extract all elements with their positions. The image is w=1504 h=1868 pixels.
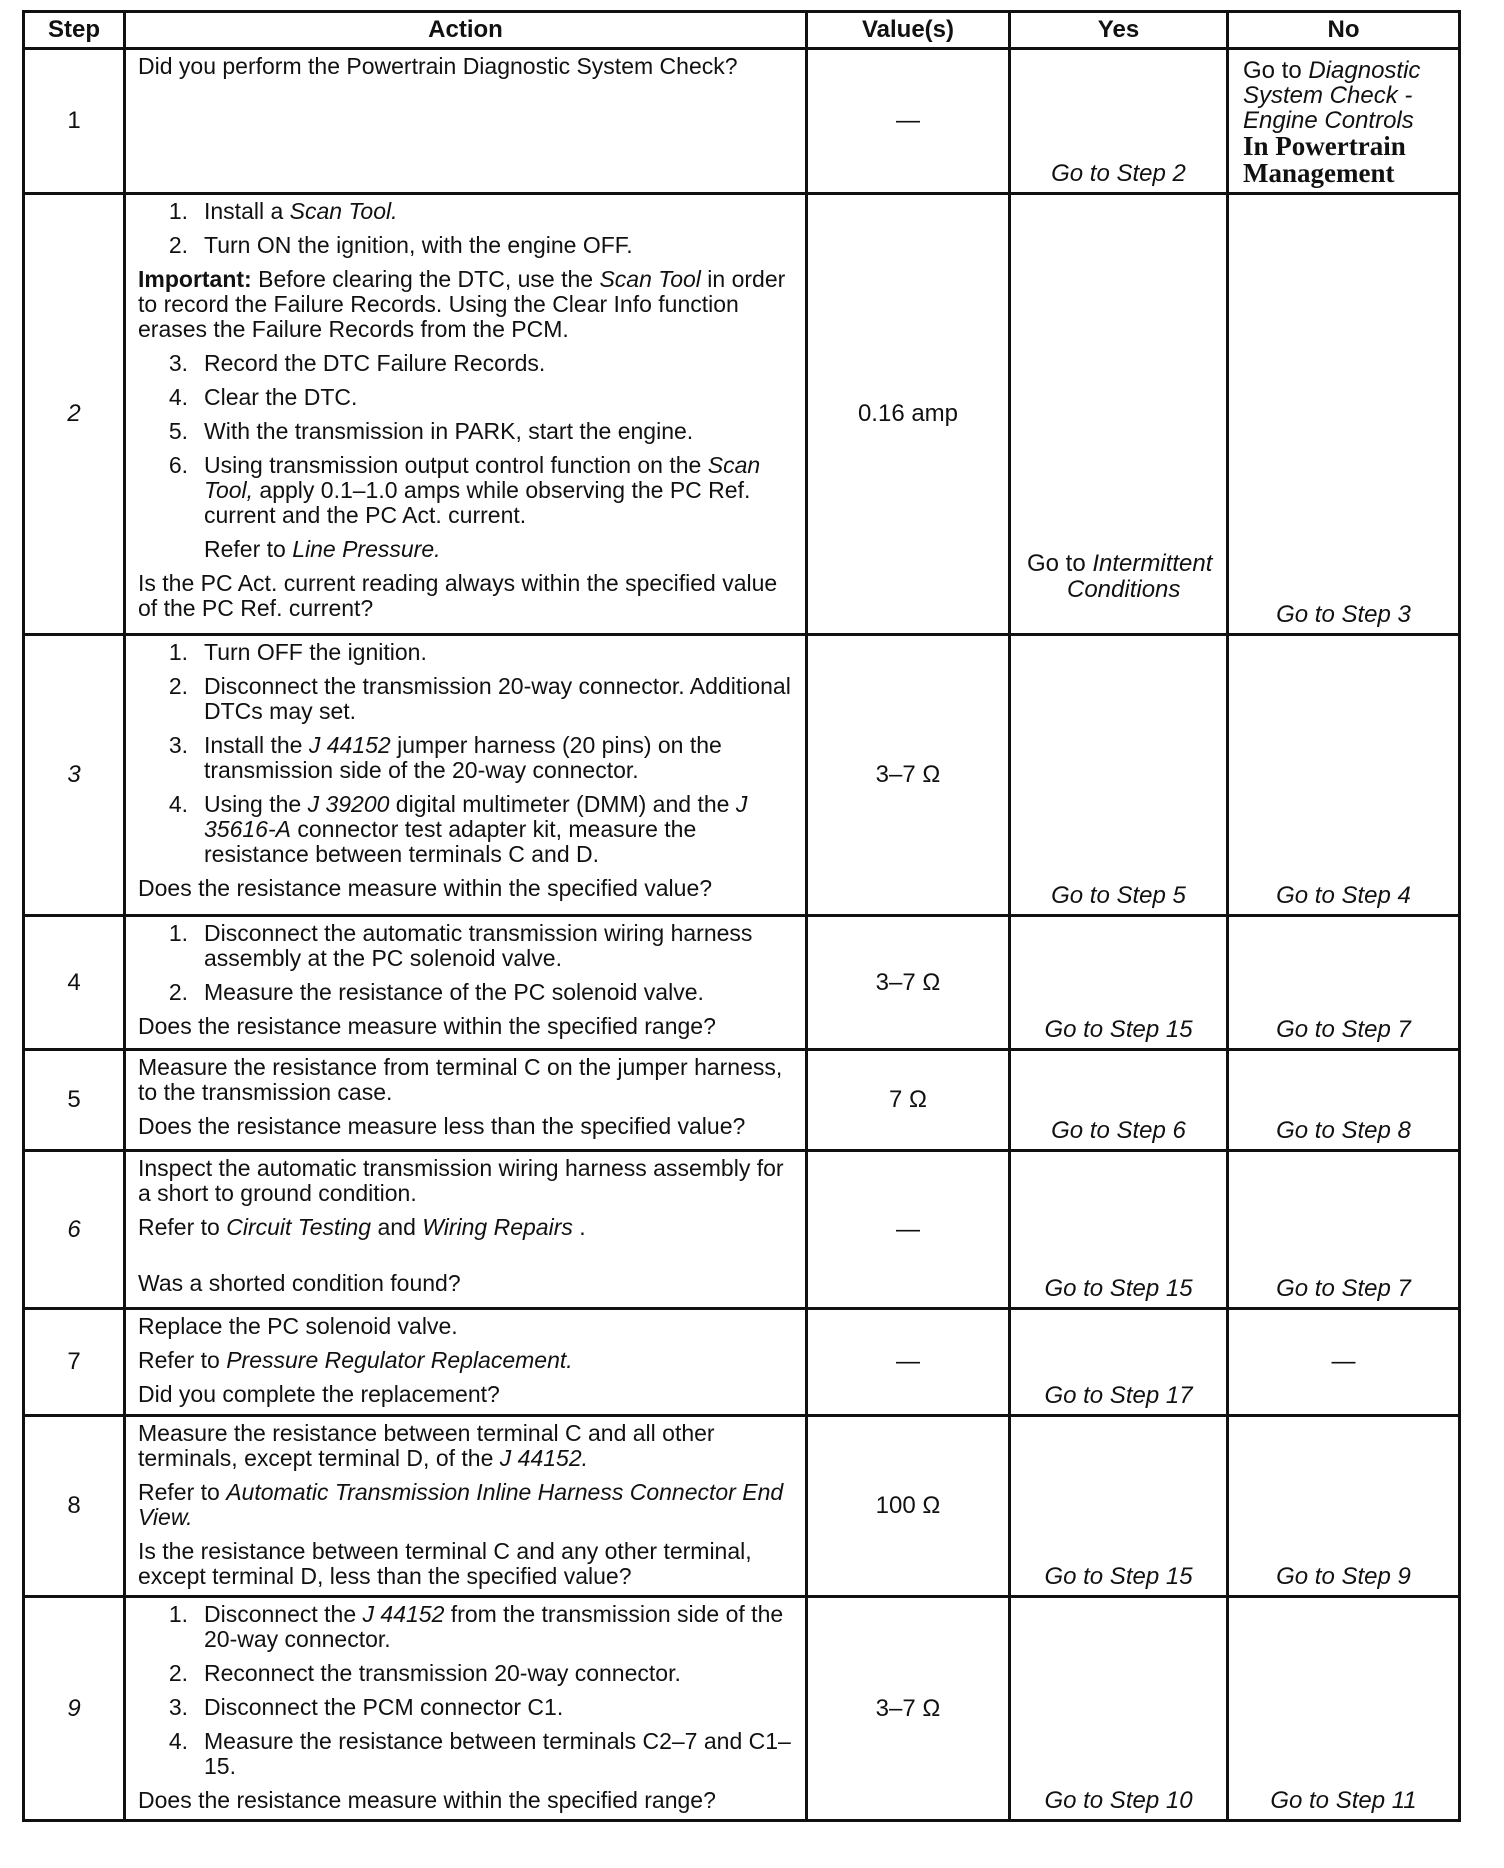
step-number: 5: [24, 1050, 125, 1151]
header-no: No: [1228, 12, 1460, 49]
table-row: [24, 194, 1460, 635]
value-cell: 0.16 amp: [807, 194, 1010, 635]
important-note: Important: Before clearing the DTC, use the Scan Tool in order to record the Failure Records. Using the Clear Info function erases the Failure Records from the PCM.: [138, 266, 786, 342]
no-cell: [1228, 916, 1460, 1050]
table-row: [24, 1050, 1460, 1151]
header-values: Value(s): [807, 12, 1010, 49]
step-number: 1: [24, 49, 125, 194]
step-number: 3: [24, 635, 125, 916]
no-cell: [1228, 1597, 1460, 1821]
yes-cell: [1010, 49, 1228, 194]
value-cell: —: [807, 49, 1010, 194]
yes-cell: [1010, 1309, 1228, 1416]
yes-goto-link[interactable]: Go to Step 10: [1044, 1787, 1193, 1814]
step-number: 2: [24, 194, 125, 635]
step-number: 6: [24, 1151, 125, 1309]
action-question: Was a shorted condition found?: [138, 1270, 461, 1296]
value-cell: 7 Ω: [807, 1050, 1010, 1151]
action-cell: 1. Turn OFF the ignition. 2. Disconnect the transmission 20-way connector. Additional DTCs may set. 3. Install the J 44152 jumper harness (20 pins) on the transmission side of the 20-way connector. 4. Using the J 39200 digital multimeter (DMM) and the J 35616-A connector test adapter kit, measure the resistance between terminals C and D. Does the resistance measure within the specified value?: [125, 635, 807, 916]
value-cell: 3–7 Ω: [807, 916, 1010, 1050]
value-cell: —: [807, 1309, 1010, 1416]
no-goto-link[interactable]: Go to Diagnostic System Check - Engine Controls In Powertrain Management: [1243, 57, 1421, 188]
action-cell: Replace the PC solenoid valve. Refer to Pressure Regulator Replacement. Did you complete the replacement?: [125, 1309, 807, 1416]
link-pressure-regulator-replacement[interactable]: Pressure Regulator Replacement.: [226, 1347, 573, 1373]
table-row: [24, 1416, 1460, 1597]
table-row: [24, 49, 1460, 194]
no-goto-link[interactable]: Go to Step 11: [1270, 1787, 1417, 1814]
action-cell: 1. Install a Scan Tool. 2. Turn ON the ignition, with the engine OFF. Important: Before clearing the DTC, use the Scan Tool in order to record the Failure Records. Using the Clear Info function erases the Failure Records from the PCM. 3. Record the DTC Failure Records. 4. Clear the DTC. 5. With the transmission in PARK, start the engine. 6. Using transmission output control function on the Scan Tool, apply 0.1–1.0 amps while observing the PC Ref. current and the PC Act. current. Refer to Line Pressure. Is the PC Act. current reading always within the specified value of the PC Ref. current?: [125, 194, 807, 635]
header-action: Action: [125, 12, 807, 49]
action-cell: [125, 49, 807, 194]
step-number: 4: [24, 916, 125, 1050]
no-cell: [1228, 1151, 1460, 1309]
yes-cell: [1010, 194, 1228, 635]
action-cell: 1. Disconnect the automatic transmission wiring harness assembly at the PC solenoid valve. 2. Measure the resistance of the PC solenoid valve. Does the resistance measure within the specified range?: [125, 916, 807, 1050]
step-number: 9: [24, 1597, 125, 1821]
no-value: —: [1331, 1348, 1356, 1375]
value-cell: 3–7 Ω: [807, 635, 1010, 916]
yes-cell: [1010, 1416, 1228, 1597]
link-circuit-testing[interactable]: Circuit Testing: [226, 1214, 372, 1240]
no-goto-link[interactable]: Go to Step 9: [1276, 1563, 1411, 1590]
table-row: [24, 635, 1460, 916]
no-goto-link[interactable]: Go to Step 4: [1276, 882, 1411, 909]
table-row: [24, 1151, 1460, 1309]
no-cell: [1228, 1416, 1460, 1597]
header-step: Step: [24, 12, 125, 49]
yes-goto-link[interactable]: Go to Step 15: [1044, 1016, 1193, 1043]
no-cell: [1228, 49, 1460, 194]
refer-to: Refer to Pressure Regulator Replacement.: [138, 1347, 573, 1373]
link-wiring-repairs[interactable]: Wiring Repairs: [422, 1214, 573, 1240]
diagnostic-table: [22, 10, 1461, 1822]
no-cell: [1228, 1050, 1460, 1151]
no-goto-link[interactable]: Go to Step 7: [1276, 1275, 1411, 1302]
yes-cell: [1010, 635, 1228, 916]
link-diagnostic-system-check[interactable]: Diagnostic System Check - Engine Controls: [1243, 57, 1421, 134]
no-cell: [1228, 635, 1460, 916]
yes-goto-link[interactable]: Go to Step 17: [1044, 1382, 1193, 1409]
table-row: [24, 1597, 1460, 1821]
refer-to: Refer to Automatic Transmission Inline Harness Connector End View.: [138, 1479, 784, 1530]
no-cell: [1228, 194, 1460, 635]
action-question: Does the resistance measure within the specified range?: [138, 1013, 716, 1039]
action-question: Is the PC Act. current reading always within the specified value of the PC Ref. current?: [138, 570, 778, 621]
action-cell: Inspect the automatic transmission wiring harness assembly for a short to ground condition. Refer to Circuit Testing and Wiring Repairs . Was a shorted condition found?: [125, 1151, 807, 1309]
action-cell: Measure the resistance between terminal C and all other terminals, except terminal D, of the J 44152. Refer to Automatic Transmission Inline Harness Connector End View. Is the resistance between terminal C and any other terminal, except terminal D, less than the specified value?: [125, 1416, 807, 1597]
link-inline-harness-connector-end-view[interactable]: Automatic Transmission Inline Harness Connector End View.: [138, 1479, 784, 1530]
action-question: Did you complete the replacement?: [138, 1381, 500, 1407]
yes-goto-link[interactable]: Go to Step 2: [1051, 160, 1186, 187]
action-question: Does the resistance measure less than the specified value?: [138, 1113, 746, 1139]
yes-cell: [1010, 916, 1228, 1050]
no-goto-link[interactable]: Go to Step 8: [1276, 1117, 1411, 1144]
action-question: Does the resistance measure within the specified value?: [138, 875, 713, 901]
link-intermittent-conditions[interactable]: Intermittent: [1092, 550, 1213, 577]
action-question: Did you perform the Powertrain Diagnostic System Check?: [138, 53, 738, 79]
value-cell: 100 Ω: [807, 1416, 1010, 1597]
action-cell: 1. Disconnect the J 44152 from the transmission side of the 20-way connector. 2. Reconnect the transmission 20-way connector. 3. Disconnect the PCM connector C1. 4. Measure the resistance between terminals C2–7 and C1–15. Does the resistance measure within the specified range?: [125, 1597, 807, 1821]
yes-goto-link[interactable]: Go to Step 6: [1051, 1117, 1186, 1144]
table-row: [24, 916, 1460, 1050]
link-line-pressure[interactable]: Line Pressure.: [292, 536, 441, 562]
refer-to: Refer to Circuit Testing and Wiring Repairs .: [138, 1214, 586, 1240]
no-goto-link[interactable]: Go to Step 7: [1276, 1016, 1411, 1043]
yes-goto-link[interactable]: Go to Intermittent Conditions: [1027, 550, 1213, 603]
yes-cell: [1010, 1050, 1228, 1151]
step-number: 7: [24, 1309, 125, 1416]
value-cell: —: [807, 1151, 1010, 1309]
table-row: [24, 1309, 1460, 1416]
yes-cell: [1010, 1597, 1228, 1821]
action-question: Is the resistance between terminal C and any other terminal, except terminal D, less than the specified value?: [138, 1538, 752, 1589]
value-cell: 3–7 Ω: [807, 1597, 1010, 1821]
action-cell: Measure the resistance from terminal C on the jumper harness, to the transmission case. Does the resistance measure less than the specified value?: [125, 1050, 807, 1151]
yes-goto-link[interactable]: Go to Step 5: [1051, 882, 1186, 909]
header-row: [24, 12, 1460, 49]
action-question: Does the resistance measure within the specified range?: [138, 1787, 716, 1813]
header-yes: Yes: [1010, 12, 1228, 49]
yes-goto-link[interactable]: Go to Step 15: [1044, 1275, 1193, 1302]
yes-goto-link[interactable]: Go to Step 15: [1044, 1563, 1193, 1590]
no-cell: [1228, 1309, 1460, 1416]
no-goto-link[interactable]: Go to Step 3: [1276, 601, 1411, 628]
step-number: 8: [24, 1416, 125, 1597]
yes-cell: [1010, 1151, 1228, 1309]
refer-to: Refer to Line Pressure.: [204, 536, 441, 562]
